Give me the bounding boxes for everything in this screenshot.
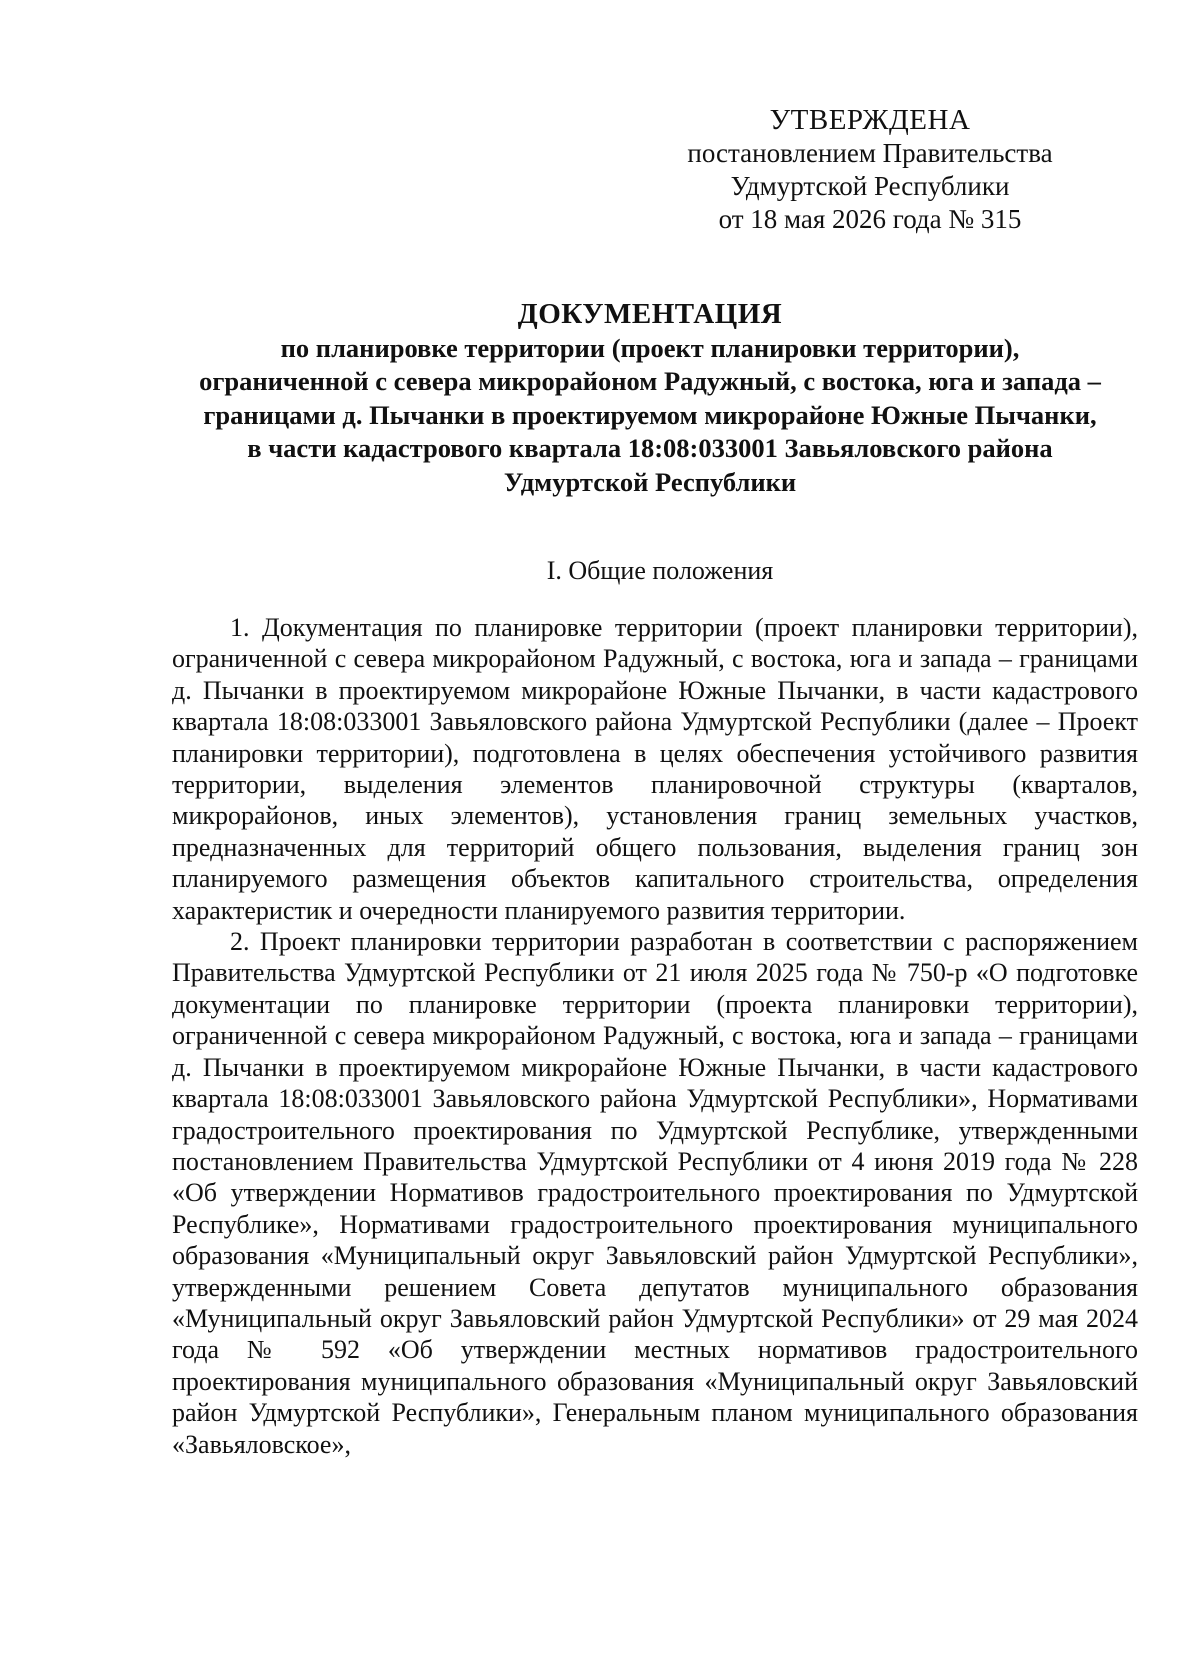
approval-line-1: постановлением Правительства — [687, 138, 1053, 168]
section-title: I. Общие положения — [546, 556, 774, 585]
approval-heading: УТВЕРЖДЕНА — [769, 104, 971, 136]
document-title-line-4: в части кадастрового квартала 18:08:033001 Завьяловского района — [247, 433, 1053, 463]
paragraph-1: 1. Документация по планировке территории (проект планировки территории), ограниченной с севера микрорайоном Радужный, с востока, юга и запада – границами д. Пычанки в проектируемом микрорайоне Южные Пычанки, в части кадастрового квартала 18:08:033001 Завьяловского района Удмуртской Республики (далее – Проект планировки территории), подготовлена в целях обеспечения устойчивого развития территории, выделения элементов планировочной структуры (кварталов, микрорайонов, иных элементов), установления границ земельных участков, предназначенных для территорий общего пользования, выделения границ зон планируемого размещения объектов капитального строительства, определения характеристик и очередности планируемого развития территории. — [172, 613, 1138, 925]
document-title — [120, 298, 1180, 499]
approval-line-3: от 18 мая 2026 года № 315 — [718, 204, 1022, 234]
approval-stamp — [640, 104, 1100, 236]
approval-line-2: Удмуртской Республики — [730, 171, 1010, 201]
paragraph-2: 2. Проект планировки территории разработан в соответствии с распоряжением Правительства Удмуртской Республики от 21 июля 2025 года № 750-р «О подготовке документации по планировке территории (проекта планировки территории), ограниченной с севера микрорайоном Радужный, с востока, юга и запада – границами д. Пычанки в проектируемом микрорайоне Южные Пычанки, в части кадастрового квартала 18:08:033001 Завьяловского района Удмуртской Республики», Нормативами градостроительного проектирования по Удмуртской Республике, утвержденными постановлением Правительства Удмуртской Республики от 4 июня 2019 года № 228 «Об утверждении Нормативов градостроительного проектирования по Удмуртской Республике», Нормативами градостроительного проектирования муниципального образования «Муниципальный округ Завьяловский район Удмуртской Республики», утвержденными решением Совета депутатов муниципального образования «Муниципальный округ Завьяловский район Удмуртской Республики» от 29 мая 2024 года № 592 «Об утверждении местных нормативов градостроительного проектирования муниципального образования «Муниципальный округ Завьяловский район Удмуртской Республики», Генеральным планом муниципального образования «Завьяловское», — [172, 927, 1138, 1459]
document-body — [172, 612, 1138, 1460]
document-title-line-5: Удмуртской Республики — [503, 466, 797, 497]
document-title-line-1: по планировке территории (проект планировки территории), — [280, 332, 1020, 363]
document-title-line-2: ограниченной с севера микрорайоном Радужный, с востока, юга и запада – — [199, 366, 1101, 396]
document-title-line-3: границами д. Пычанки в проектируемом микрорайоне Южные Пычанки, — [203, 399, 1097, 430]
document-title-main: ДОКУМЕНТАЦИЯ — [517, 298, 783, 330]
